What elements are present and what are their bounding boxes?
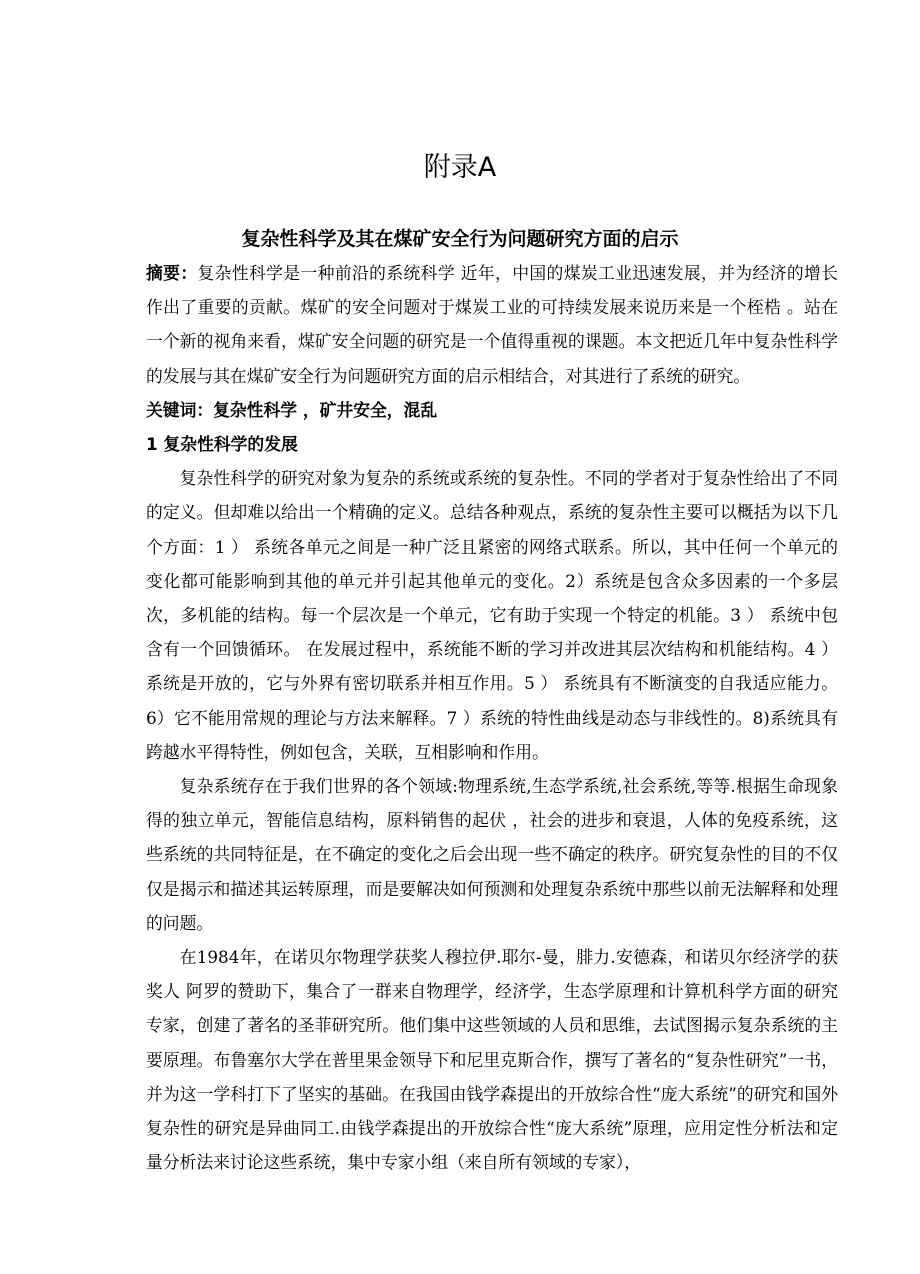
abstract-label: 摘要： bbox=[146, 263, 198, 283]
body-paragraph: 在1984年，在诺贝尔物理学获奖人穆拉伊.耶尔-曼，腓力.安德森，和诺贝尔经济学的获奖人 阿罗的赞助下，集合了一群来自物理学，经济学，生态学原理和计算机科学方面的研究专家，创建了著名的圣菲研究所。他们集中这些领域的人员和思维，去试图揭示复杂系统的主要原理。布鲁塞尔大学在普里果金领导下和尼里克斯合作，撰写了著名的“复杂性研究”一书，并为这一学科打下了坚实的基础。在我国由钱学森提出的开放综合性“庞大系统”的研究和国外复杂性的研究是异曲同工.由钱学森提出的开放综合性“庞大系统”原理，应用定性分析法和定量分析法来讨论这些系统，集中专家小组（来自所有领域的专家）， bbox=[146, 947, 838, 1173]
abstract-text: 复杂性科学是一种前沿的系统科学 近年，中国的煤炭工业迅速发展，并为经济的增长作出了重要的贡献。煤矿的安全问题对于煤炭工业的可持续发展来说历来是一个桎梏 。站在一个新的视角来看，煤矿安全问题的研究是一个值得重视的课题。本文把近几年中复杂性科学的发展与其在煤矿安全行为问题研究方面的启示相结合，对其进行了系统的研究。 bbox=[146, 263, 838, 386]
body-paragraph: 复杂系统存在于我们世界的各个领域:物理系统,生态学系统,社会系统,等等.根据生命现象得的独立单元，智能信息结构，原料销售的起伏 ，社会的进步和衰退，人体的免疫系统，这些系统的共同特征是，在不确定的变化之后会出现一些不确定的秩序。研究复杂性的目的不仅仅是揭示和描述其运转原理，而是要解决如何预测和处理复杂系统中那些以前无法解释和处理的问题。 bbox=[146, 776, 838, 933]
document-body bbox=[146, 256, 838, 1179]
section-heading: 1 复杂性科学的发展 bbox=[146, 434, 298, 455]
keywords-line: 关键词：复杂性科学 ，矿井安全，混乱 bbox=[146, 399, 438, 420]
appendix-title: 附录A bbox=[423, 152, 497, 183]
paper-title: 复杂性科学及其在煤矿安全行为问题研究方面的启示 bbox=[241, 228, 679, 250]
body-paragraph: 复杂性科学的研究对象为复杂的系统或系统的复杂性。不同的学者对于复杂性给出了不同的定义。但却难以给出一个精确的定义。总结各种观点，系统的复杂性主要可以概括为以下几个方面：1 ） 系统各单元之间是一种广泛且紧密的网络式联系。所以，其中任何一个单元的变化都可能影响到其他的单元并引起其他单元的变化。2）系统是包含众多因素的一个多层次，多机能的结构。每一个层次是一个单元，它有助于实现一个特定的机能。3 ） 系统中包含有一个回馈循环。 在发展过程中，系统能不断的学习并改进其层次结构和机能结构。4 ） 系统是开放的，它与外界有密切联系并相互作用。5 ） 系统具有不断演变的自我适应能力。6）它不能用常规的理论与方法来解释。7 ）系统的特性曲线是动态与非线性的。8)系统具有跨越水平得特性，例如包含，关联，互相影响和作用。 bbox=[146, 468, 838, 762]
abstract-paragraph bbox=[146, 256, 838, 393]
